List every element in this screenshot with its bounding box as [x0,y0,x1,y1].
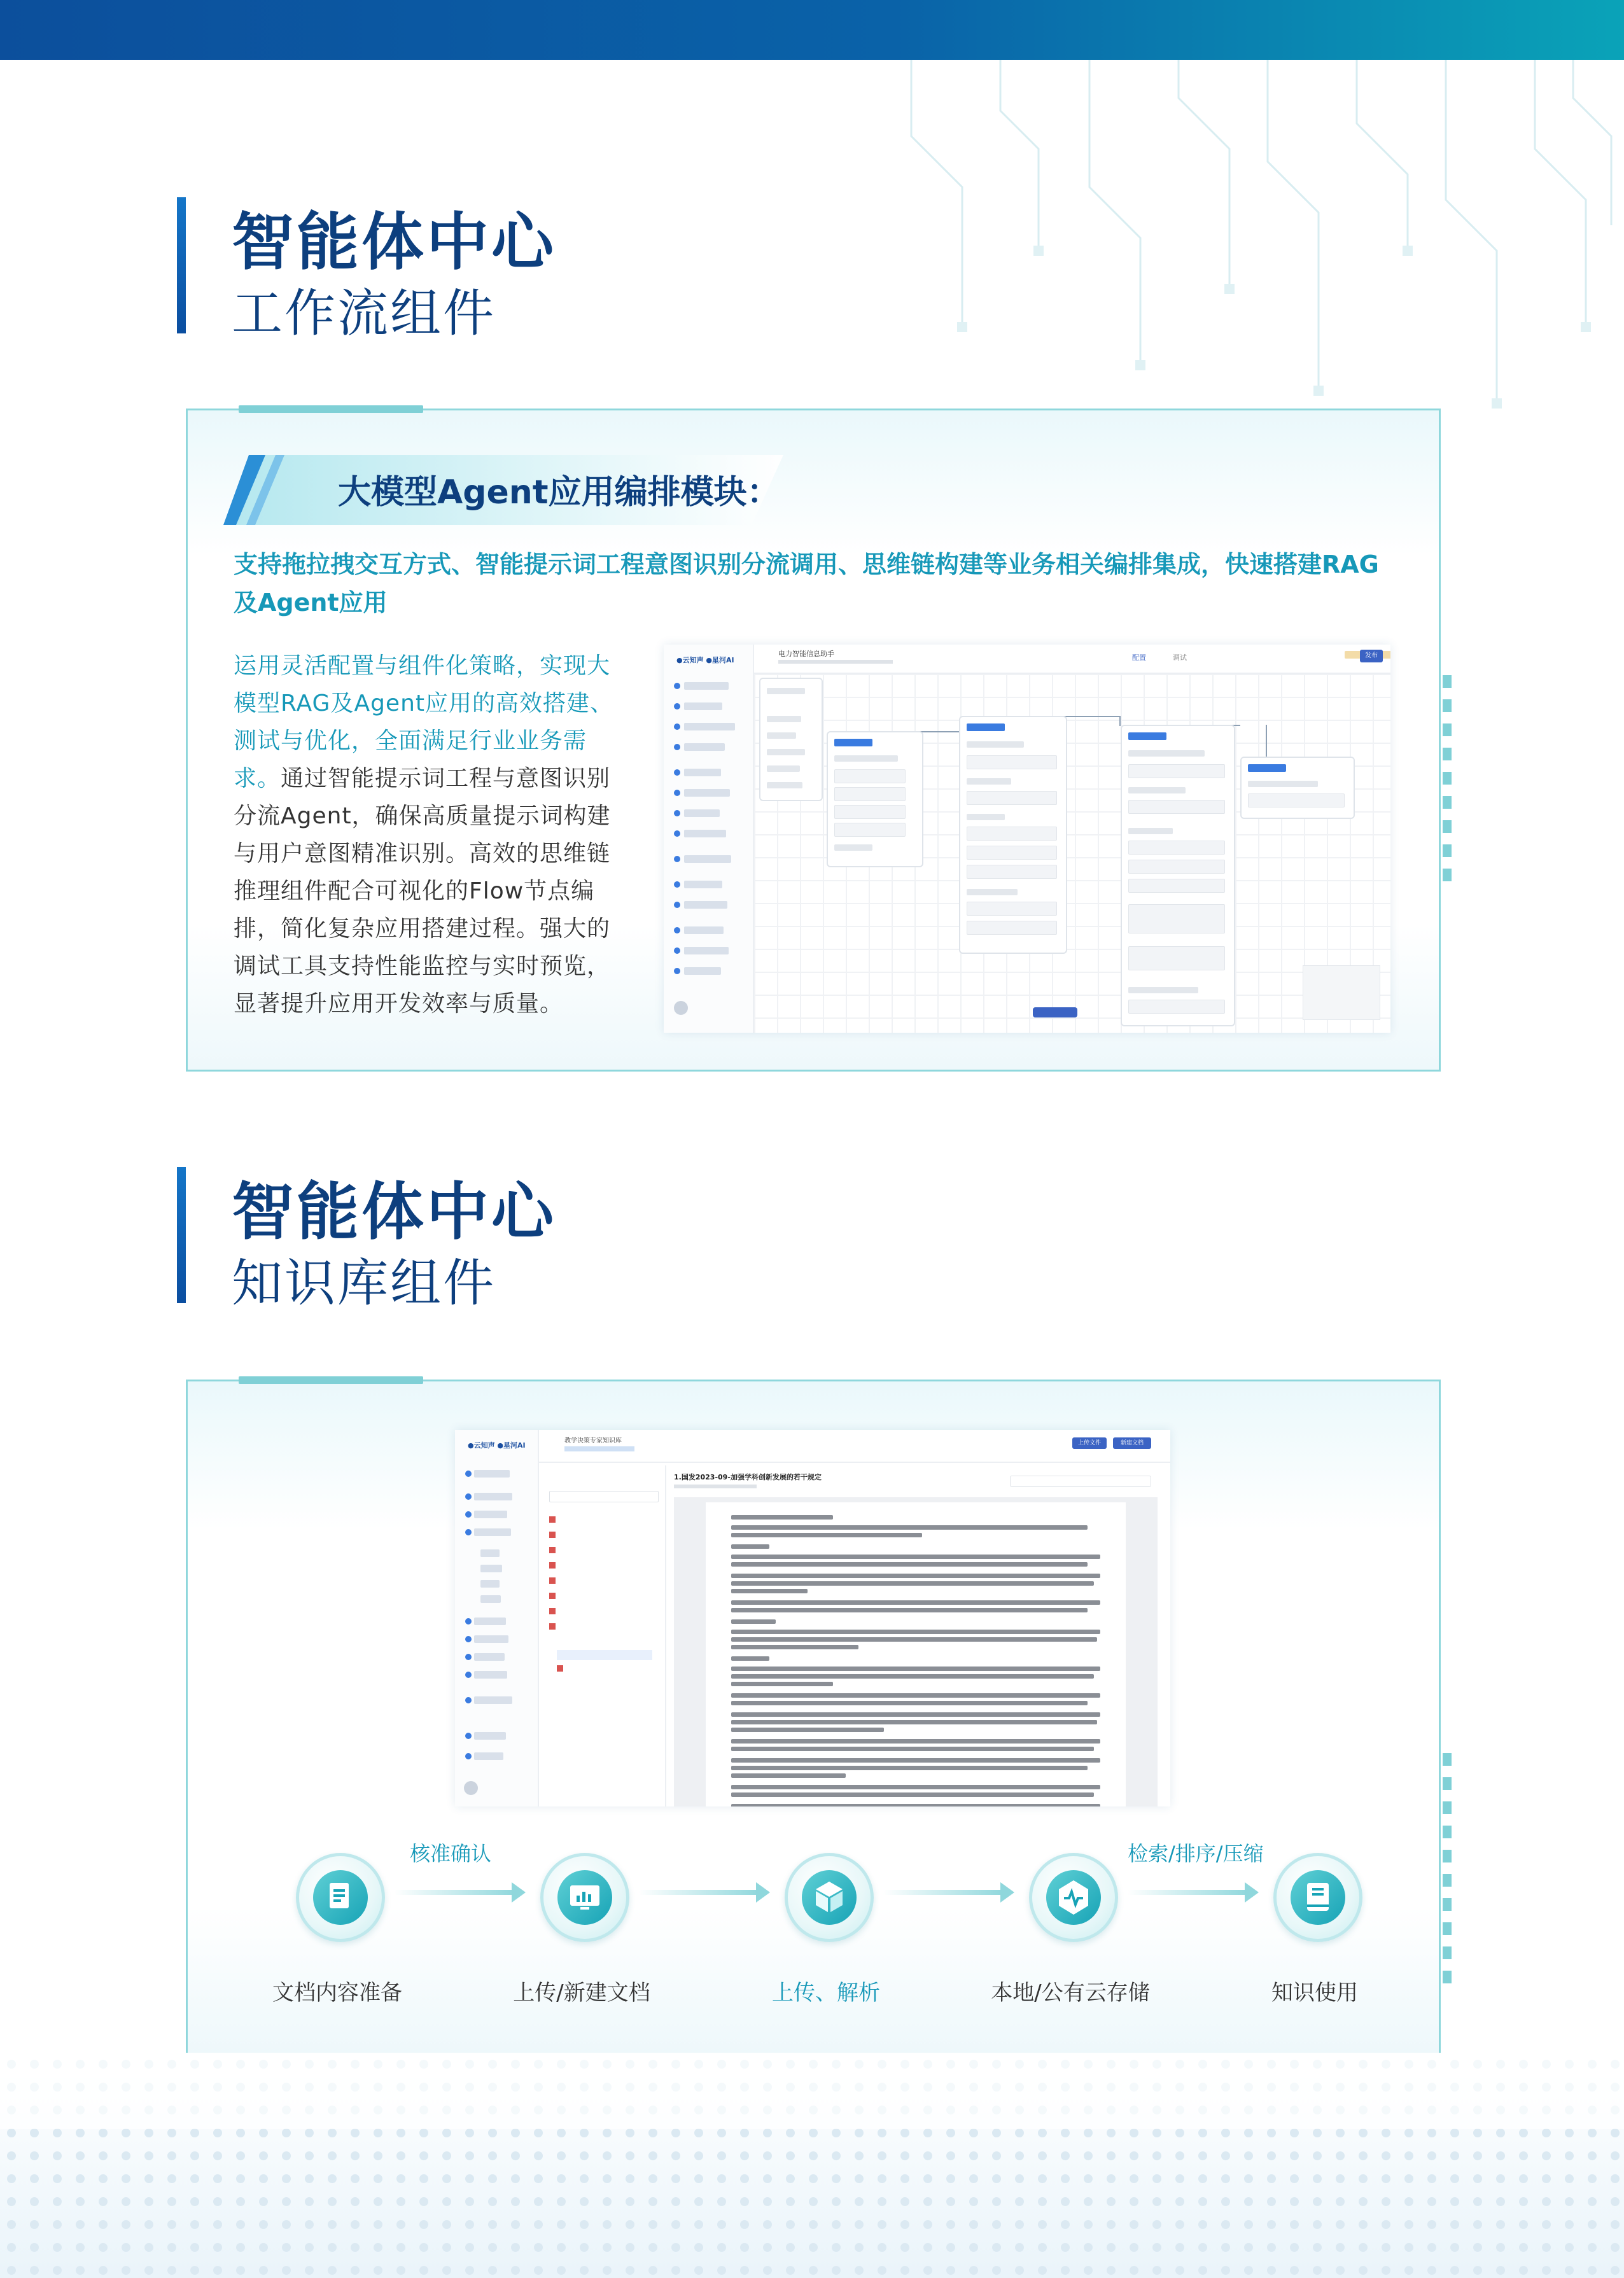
editor-header [753,645,1390,674]
flow-arrow [639,1890,760,1895]
sidebar-logo: ●云知声 ●星河AI [468,1441,526,1450]
document-page [706,1502,1126,1806]
panel-side-marks [1443,675,1452,893]
workflow-node-llm[interactable] [959,716,1067,954]
section-accent-bar [177,197,186,333]
section-title: 智能体中心 [232,1176,557,1248]
kb-file-list[interactable] [544,1465,666,1806]
step-label: 上传、解析 [772,1980,880,2006]
dot-pattern [0,2053,1624,2278]
section-subtitle: 知识库组件 [232,1254,496,1313]
knowledge-base-screenshot [455,1430,1170,1806]
step-label: 知识使用 [1271,1980,1358,2006]
flow-arrow [883,1890,1004,1895]
workflow-editor-screenshot [664,645,1390,1033]
flow-arrow [395,1841,515,1895]
tab-config[interactable]: 配置 [1132,653,1146,662]
workflow-node-condition[interactable] [1121,725,1235,1026]
circuit-decoration [873,60,1624,416]
cloud-icon [1029,1853,1118,1942]
kb-title: 教学决策专家知识库 [564,1437,622,1444]
sidebar-logo: ●云知声 ●星河AI [676,656,734,664]
editor-app-title: 电力智能信息助手 [778,650,834,658]
arrow-label-retrieve: 检索/排序/压缩 [1128,1841,1264,1866]
workflow-node-start[interactable] [827,731,923,867]
section-title: 智能体中心 [232,206,557,279]
module-lead-text: 支持拖拉拽交互方式、智能提示词工程意图识别分流调用、思维链构建等业务相关编排集成，快速搭建RAG及Agent应用 [234,550,1379,617]
cube-icon [785,1853,874,1942]
knowledge-process-flow [0,1841,1624,2018]
upload-file-button[interactable]: 上传文件 [1072,1437,1107,1449]
workflow-panel [186,409,1441,1072]
top-banner [0,0,1624,60]
step-label: 上传/新建文档 [513,1980,650,2006]
minimap [1303,965,1380,1020]
panel-tab [239,1376,423,1384]
section-accent-bar [177,1167,186,1303]
kb-header [538,1430,1170,1463]
doc-toolbar[interactable] [1010,1476,1151,1487]
module-description [234,647,628,1023]
file-search-input[interactable] [549,1491,659,1502]
step-label: 文档内容准备 [272,1980,402,2006]
chart-icon [540,1853,629,1942]
module-ribbon-title: 大模型Agent应用编排模块： [338,473,780,512]
section-subtitle: 工作流组件 [232,284,496,343]
book-icon [1273,1853,1362,1942]
kb-document-viewer [668,1465,1170,1806]
publish-button[interactable]: 发布 [1360,650,1383,662]
arrow-label-confirm: 核准确认 [410,1841,492,1866]
step-label: 本地/公有云存储 [991,1980,1150,2006]
kb-sidebar [455,1430,539,1806]
document-title: 1.国发2023-09-加强学科创新发展的若干规定 [674,1473,822,1481]
description-body: 通过智能提示词工程与意图识别分流Agent，确保高质量提示词构建与用户意图精准识别。高效的思维链推理组件配合可视化的Flow节点编排，简化复杂应用搭建过程。强大的调试工具支持性能监控与实时预览，显著提升应用开发效率与质量。 [234,765,611,1017]
panel-tab [239,405,423,413]
node-palette[interactable] [759,678,823,801]
new-doc-button[interactable]: 新建文档 [1113,1437,1151,1449]
dotted-footer-decoration [0,2053,1624,2278]
editor-sidebar [664,645,754,1033]
module-ribbon [223,455,783,525]
workflow-node-end[interactable] [1240,757,1355,819]
flow-arrow [1128,1841,1264,1895]
tab-debug[interactable]: 调试 [1173,653,1187,662]
save-flow-button[interactable] [1033,1007,1077,1017]
document-icon [296,1853,385,1942]
description-highlight: 运用灵活配置与组件化策略，实现大模型RAG及Agent应用的高效搭建、测试与优化，全面满足行业业务需求。 [234,653,614,792]
